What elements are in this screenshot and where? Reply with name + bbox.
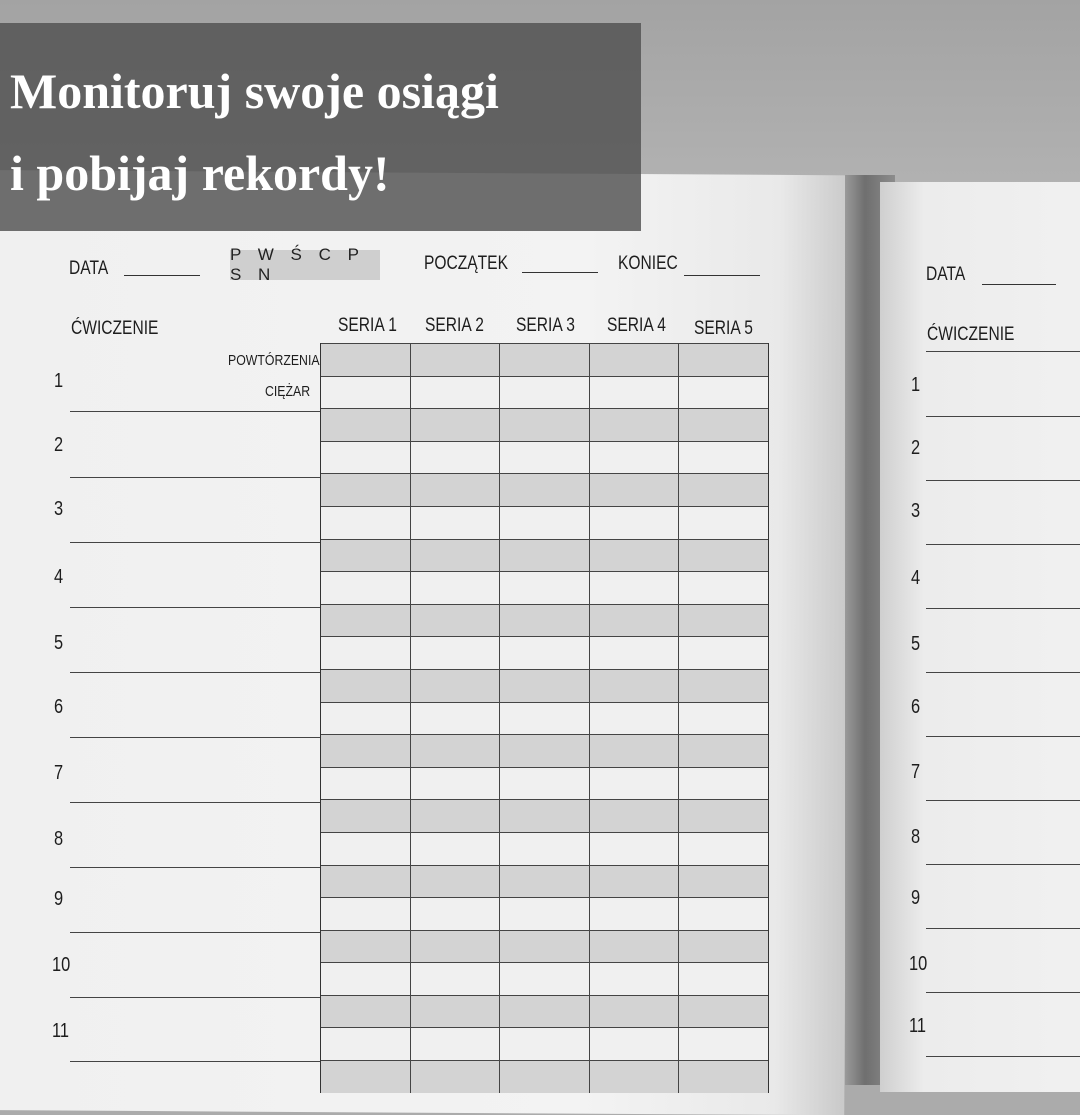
grid-row [321,1060,768,1093]
grid-row [321,539,768,572]
grid-row [321,832,768,865]
series-header-3: SERIA 3 [516,315,575,336]
right-row-number: 8 [911,826,921,848]
row-line [70,1061,320,1062]
reps-label: POWTÓRZENIA [228,352,320,369]
grid-row [321,408,768,441]
grid-row [321,669,768,702]
right-row-line [926,992,1080,993]
right-date-label: DATA [926,264,966,285]
grid-row [321,506,768,539]
grid-row [321,767,768,800]
series-header-4: SERIA 4 [607,315,666,336]
row-line [70,932,320,933]
end-blank [684,275,760,276]
right-row-line [926,608,1080,609]
row-line [70,411,320,412]
start-blank [522,272,598,273]
row-line [70,802,320,803]
date-blank [124,275,200,276]
row-number: 2 [54,434,64,456]
row-line [70,607,320,608]
grid-row [321,343,768,376]
row-number: 7 [54,762,64,784]
row-number: 9 [54,888,64,910]
right-row-line [926,416,1080,417]
row-line [70,737,320,738]
weekday-selector: P W Ś C P S N [230,250,380,280]
headline-line-1: Monitoruj swoje osiągi [10,63,499,119]
weight-label: CIĘŻAR [265,383,311,400]
row-number: 1 [54,370,64,392]
right-row-line [926,864,1080,865]
grid-row [321,995,768,1028]
right-date-blank [982,284,1056,285]
exercise-label: ĆWICZENIE [71,318,159,339]
series-grid [320,343,769,1093]
row-number: 3 [54,498,64,520]
grid-row [321,962,768,995]
right-exercise-label: ĆWICZENIE [927,324,1015,345]
row-line [70,997,320,998]
row-number: 6 [54,696,64,718]
grid-row [321,702,768,735]
grid-row [321,734,768,767]
right-row-line [926,1056,1080,1057]
right-row-number: 5 [911,633,921,655]
grid-row [321,897,768,930]
right-row-number: 4 [911,567,921,589]
row-number: 5 [54,632,64,654]
right-row-line [926,480,1080,481]
row-line [70,867,320,868]
grid-row [321,930,768,963]
row-number: 4 [54,566,64,588]
series-header-5: SERIA 5 [694,318,753,339]
grid-row [321,604,768,637]
right-row-number: 9 [911,887,921,909]
row-line [70,542,320,543]
right-row-number: 10 [909,953,928,975]
right-row-line [926,544,1080,545]
right-row-number: 3 [911,500,921,522]
headline-line-2: i pobijaj rekordy! [10,145,390,201]
right-header-line [926,351,1080,352]
grid-row [321,473,768,506]
row-number: 11 [52,1020,70,1042]
row-line [70,477,320,478]
date-label: DATA [69,258,109,279]
row-line [70,672,320,673]
right-row-line [926,736,1080,737]
grid-row [321,865,768,898]
headline [10,50,635,214]
right-row-line [926,800,1080,801]
start-label: POCZĄTEK [424,253,508,274]
right-row-number: 6 [911,696,921,718]
grid-row [321,441,768,474]
right-row-number: 7 [911,761,921,783]
grid-row [321,571,768,604]
right-row-number: 11 [909,1015,927,1037]
right-row-number: 2 [911,437,921,459]
right-row-line [926,928,1080,929]
grid-row [321,636,768,669]
right-row-line [926,672,1080,673]
end-label: KONIEC [618,253,678,274]
series-header-2: SERIA 2 [425,315,484,336]
grid-row [321,376,768,409]
right-row-number: 1 [911,374,921,396]
grid-row [321,1027,768,1060]
series-header-1: SERIA 1 [338,315,397,336]
grid-row [321,799,768,832]
row-number: 8 [54,828,64,850]
row-number: 10 [52,954,71,976]
